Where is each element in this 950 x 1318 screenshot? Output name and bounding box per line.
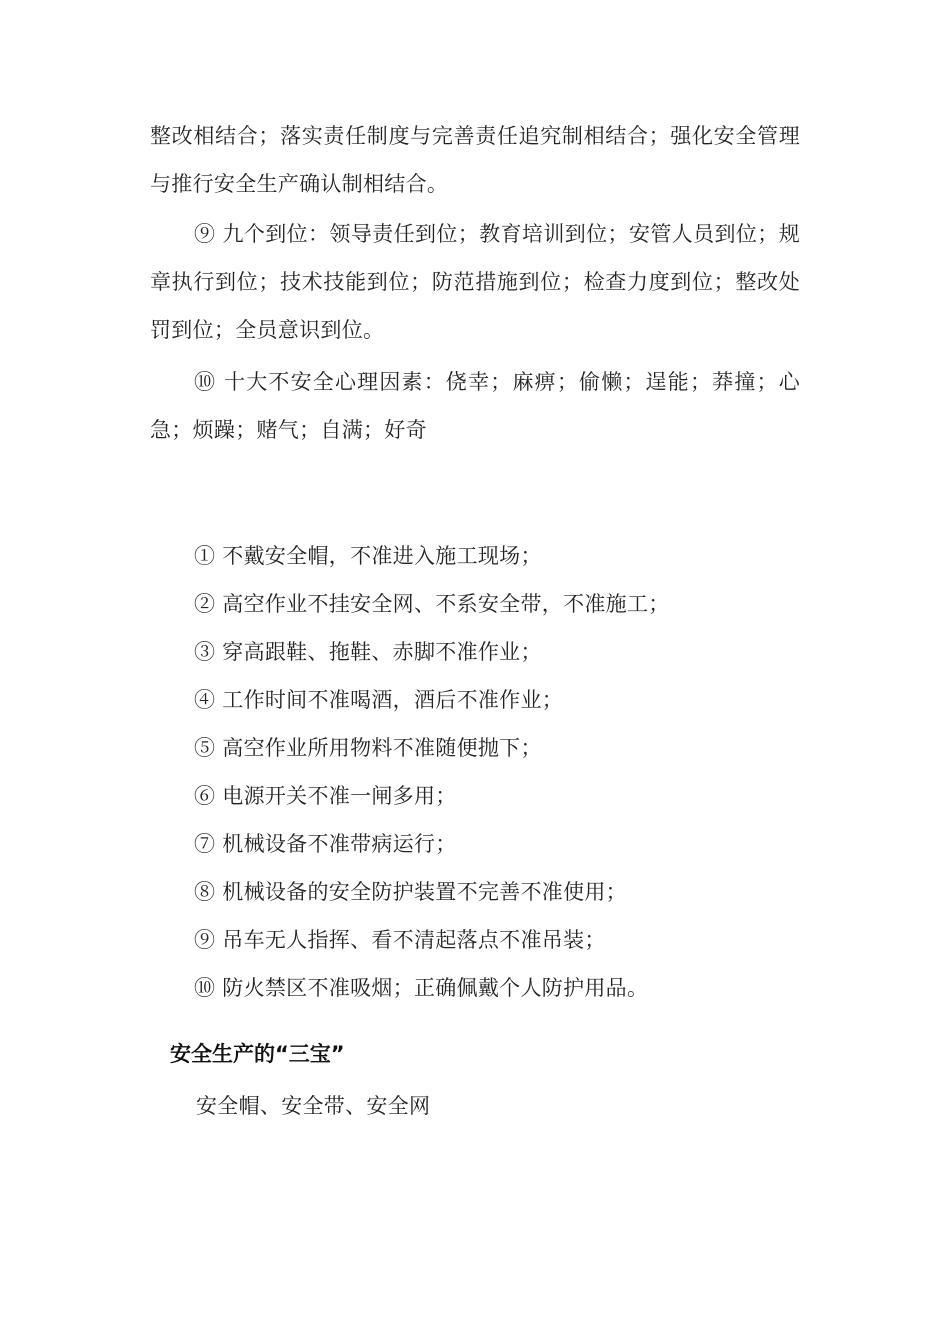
list-item: ⑦ 机械设备不准带病运行； <box>194 832 457 856</box>
section-heading: 安全生产的“三宝” <box>170 1042 345 1066</box>
paragraph-nine-in-place: ⑨ 九个到位：领导责任到位；教育培训到位；安管人员到位；规章执行到位；技术技能到位；防范措施到位；检查力度到位；整改处罚到位；全员意识到位。 <box>150 222 800 342</box>
list-item: ② 高空作业不挂安全网、不系安全带，不准施工； <box>194 592 670 616</box>
ten-prohibitions-list <box>194 532 670 1012</box>
paragraph-integration: 整改相结合；落实责任制度与完善责任追究制相结合；强化安全管理与推行安全生产确认制相结合。 <box>150 124 800 196</box>
list-item: ⑩ 防火禁区不准吸烟；正确佩戴个人防护用品。 <box>194 976 649 1000</box>
section-content: 安全帽、安全带、安全网 <box>196 1094 431 1118</box>
list-item: ④ 工作时间不准喝酒，酒后不准作业； <box>194 688 564 712</box>
list-item: ⑨ 吊车无人指挥、看不清起落点不准吊装； <box>194 928 606 952</box>
list-item: ① 不戴安全帽，不准进入施工现场； <box>194 544 542 568</box>
paragraph-ten-unsafe-factors: ⑩ 十大不安全心理因素：侥幸；麻痹；偷懒；逞能；莽撞；心急；烦躁；赌气；自满；好奇 <box>150 370 800 442</box>
list-item: ⑥ 电源开关不准一闸多用； <box>194 784 457 808</box>
list-item: ③ 穿高跟鞋、拖鞋、赤脚不准作业； <box>194 640 542 664</box>
list-item: ⑤ 高空作业所用物料不准随便抛下； <box>194 736 542 760</box>
list-item: ⑧ 机械设备的安全防护装置不完善不准使用； <box>194 880 627 904</box>
